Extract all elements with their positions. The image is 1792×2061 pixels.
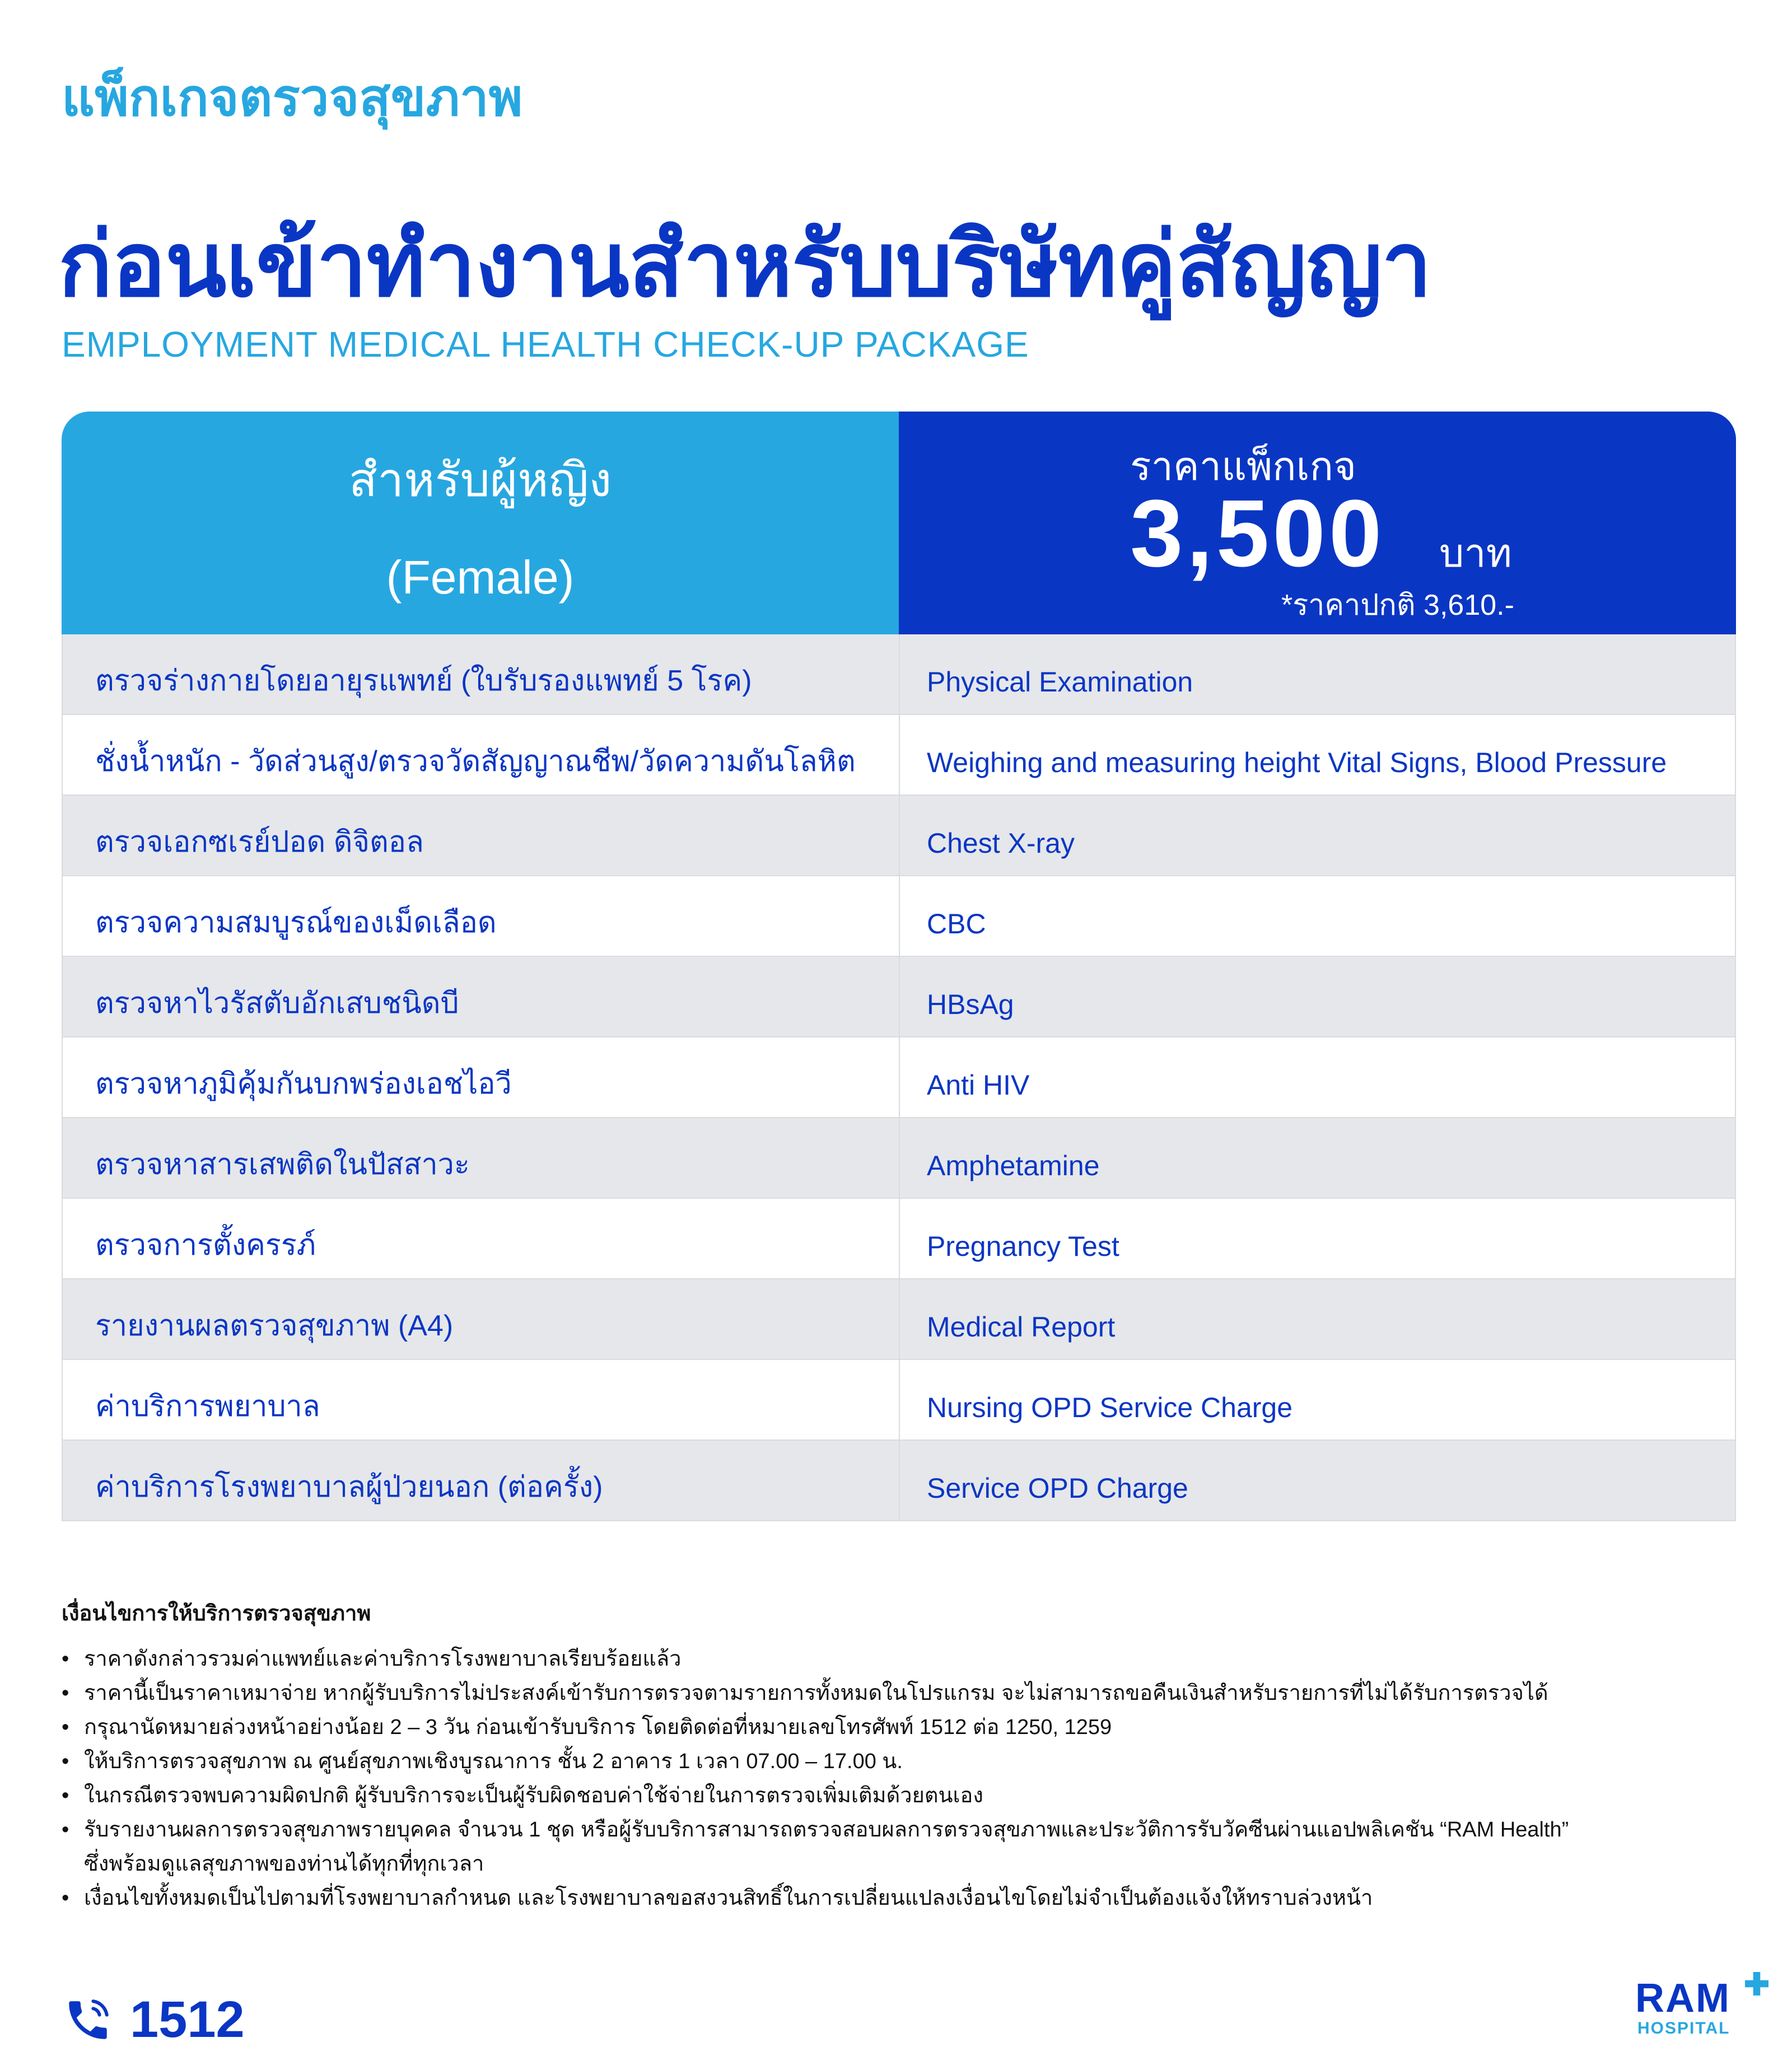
table-row [62,876,1736,957]
list-item: • ให้บริการตรวจสุขภาพ ณ ศูนย์สุขภาพเชิงบูรณาการ ชั้น 2 อาคาร 1 เวลา 07.00 – 17.00 น. [62,1745,1686,1779]
list-item: • กรุณานัดหมายล่วงหน้าอย่างน้อย 2 – 3 วัน ก่อนเข้ารับบริการ โดยติดต่อที่หมายเลขโทรศัพท์ 1512 ต่อ 1250, 1259 [62,1711,1686,1745]
audience-label-en: (Female) [386,550,575,604]
list-item-continuation: ซึ่งพร้อมดูแลสุขภาพของท่านได้ทุกที่ทุกเวลา [84,1852,484,1876]
package-kicker: แพ็กเกจตรวจสุขภาพ [62,69,523,127]
plus-icon [1745,1972,1768,1995]
table-row [62,1199,1736,1279]
item-th: ตรวจหาสารเสพติดในปัสสาวะ [63,1118,900,1198]
ram-hospital-logo [1635,1975,1764,2043]
price-unit: บาท [1439,531,1512,575]
item-en: Medical Report [927,1311,1116,1343]
list-item: • ราคาดังกล่าวรวมค่าแพทย์และค่าบริการโรงพยาบาลเรียบร้อยแล้ว [62,1642,1686,1676]
item-en: Nursing OPD Service Charge [927,1392,1293,1423]
list-item: • เงื่อนไขทั้งหมดเป็นไปตามที่โรงพยาบาลกำหนด และโรงพยาบาลขอสงวนสิทธิ์ในการเปลี่ยนแปลงเงื่อนไขโดยไม่จำเป็นต้องแจ้งให้ทราบล่วงหน้า [62,1881,1686,1915]
item-th: รายงานผลตรวจสุขภาพ (A4) [63,1279,900,1359]
conditions-list [62,1642,1686,1915]
logo-ram-text: RAM [1635,1976,1730,2021]
table-row [62,957,1736,1037]
page-title: ก่อนเข้าทำงานสำหรับบริษัทคู่สัญญา [58,214,1431,315]
item-en: Weighing and measuring height Vital Signs, Blood Pressure [927,747,1667,778]
audience-label-th: สำหรับผู้หญิง [348,453,612,506]
item-en: Chest X-ray [927,828,1075,859]
item-en: HBsAg [927,989,1014,1020]
package-table-header [62,412,1736,634]
phone-icon [63,1995,113,2045]
item-th: ชั่งน้ำหนัก - วัดส่วนสูง/ตรวจวัดสัญญาณชีพ/วัดความดันโลหิต [63,715,900,795]
table-row [62,796,1736,876]
table-row [62,634,1736,715]
logo-hospital-text: HOSPITAL [1637,2019,1730,2037]
page-subtitle-en: EMPLOYMENT MEDICAL HEALTH CHECK-UP PACKAGE [62,324,1029,364]
list-item-text: รับรายงานผลการตรวจสุขภาพรายบุคคล จำนวน 1 ชุด หรือผู้รับบริการสามารถตรวจสอบผลการตรวจสุขภาพและประวัติการรับวัคซีนผ่านแอปพลิเคชัน “RAM Health” [84,1818,1569,1842]
conditions-title: เงื่อนไขการให้บริการตรวจสุขภาพ [62,1602,371,1625]
table-row [62,1279,1736,1360]
item-en: Physical Examination [927,666,1193,698]
item-en: Pregnancy Test [927,1231,1119,1262]
item-th: ตรวจหาไวรัสตับอักเสบชนิดบี [63,957,900,1036]
table-row [62,715,1736,796]
conditions-section [62,1596,1686,1915]
item-th: ค่าบริการพยาบาล [63,1360,900,1440]
audience-header [62,412,899,634]
list-item: • ในกรณีตรวจพบความผิดปกติ ผู้รับบริการจะเป็นผู้รับผิดชอบค่าใช้จ่ายในการตรวจเพิ่มเติมด้วยตนเอง [62,1779,1686,1813]
list-item: • ราคานี้เป็นราคาเหมาจ่าย หากผู้รับบริการไม่ประสงค์เข้ารับการตรวจตามรายการทั้งหมดในโปรแกรม จะไม่สามารถขอคืนเงินสำหรับรายการที่ไม่ได้รับการตรวจได้ [62,1676,1686,1711]
item-th: ตรวจการตั้งครรภ์ [63,1199,900,1278]
price-amount: 3,500 [1130,480,1385,587]
item-th: ค่าบริการโรงพยาบาลผู้ป่วยนอก (ต่อครั้ง) [63,1441,900,1520]
phone-number: 1512 [130,1991,245,2048]
package-table [62,412,1736,1521]
item-en: CBC [927,908,986,940]
item-th: ตรวจร่างกายโดยอายุรแพทย์ (ใบรับรองแพทย์ 5 โรค) [63,634,900,714]
normal-price: *ราคาปกติ 3,610.- [1281,589,1514,621]
item-th: ตรวจหาภูมิคุ้มกันบกพร่องเอชไอวี [63,1037,900,1117]
table-row [62,1441,1736,1521]
item-en: Service OPD Charge [927,1473,1188,1504]
item-en: Anti HIV [927,1069,1030,1101]
item-th: ตรวจความสมบูรณ์ของเม็ดเลือด [63,876,900,956]
table-row [62,1037,1736,1118]
price-header [899,412,1736,634]
phone-contact[interactable] [63,1990,245,2049]
item-th: ตรวจเอกซเรย์ปอด ดิจิตอล [63,796,900,875]
item-en: Amphetamine [927,1150,1100,1181]
table-row [62,1360,1736,1441]
list-item [62,1813,1686,1881]
price-label: ราคาแพ็กเกจ [1130,445,1357,488]
table-row [62,1118,1736,1199]
